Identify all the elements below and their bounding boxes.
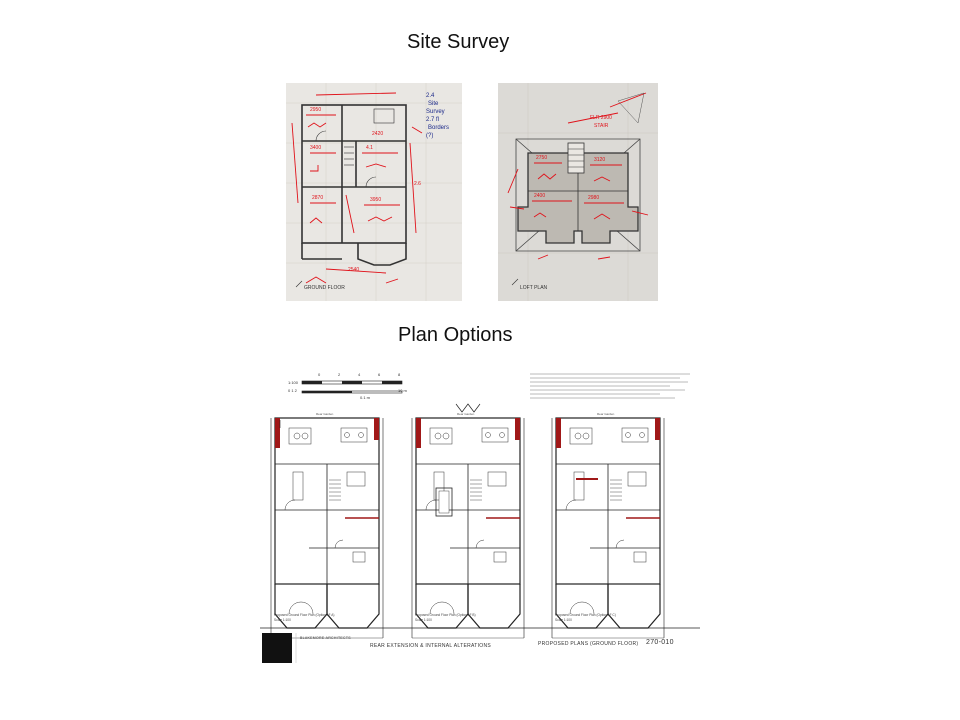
svg-text:Borders: Borders bbox=[428, 125, 450, 131]
svg-text:2950: 2950 bbox=[310, 107, 322, 113]
loft-plan-label: LOFT PLAN bbox=[520, 285, 548, 291]
svg-text:2.7 fl: 2.7 fl bbox=[426, 117, 440, 123]
scale-tick-label: 6 bbox=[378, 372, 381, 377]
plan-caption: Proposed Ground Floor Plan (Option 1F C) bbox=[555, 613, 616, 617]
svg-text:2980: 2980 bbox=[588, 195, 600, 201]
scale-ratio: 1:100 bbox=[288, 380, 299, 385]
scale-tick-label: 8 bbox=[398, 372, 401, 377]
svg-text:2400: 2400 bbox=[534, 193, 546, 199]
loft-plan-survey-photo bbox=[498, 83, 658, 301]
project-title: REAR EXTENSION & INTERNAL ALTERATIONS bbox=[370, 643, 492, 649]
proposed-plans-sheet bbox=[260, 368, 700, 664]
svg-text:3950: 3950 bbox=[370, 197, 382, 203]
plan-options-heading: Plan Options bbox=[398, 324, 513, 346]
firm-name: BLAKEMORE ARCHITECTS bbox=[300, 636, 351, 640]
svg-text:3120: 3120 bbox=[594, 157, 606, 163]
scale-end-small: 0.1 m bbox=[360, 395, 371, 400]
garden-label: Rear Garden bbox=[316, 412, 334, 416]
plan-caption: Proposed Ground Floor Plan (Option 1F B) bbox=[415, 613, 476, 617]
svg-text:Site: Site bbox=[428, 101, 439, 107]
scale-tick-label: 4 bbox=[358, 372, 361, 377]
plan-scale: Scale 1:100 bbox=[555, 618, 572, 622]
plan-caption: Proposed Ground Floor Plan (Option 1F A) bbox=[274, 613, 335, 617]
scale-tick-label: 2 bbox=[338, 372, 341, 377]
drawing-number: 270-010 bbox=[646, 639, 674, 646]
scale-ratio-small: 0 1 2 bbox=[288, 388, 297, 393]
garden-label: Rear Garden bbox=[457, 412, 475, 416]
svg-text:Survey: Survey bbox=[426, 109, 445, 115]
sheet-title: PROPOSED PLANS (GROUND FLOOR) bbox=[538, 641, 639, 647]
svg-text:2.4: 2.4 bbox=[426, 93, 435, 99]
scale-end-label: 10 m bbox=[398, 388, 407, 393]
site-survey-heading: Site Survey bbox=[407, 31, 510, 53]
plan-scale: Scale 1:100 bbox=[415, 618, 432, 622]
svg-text:STAIR: STAIR bbox=[594, 123, 609, 129]
svg-text:3400: 3400 bbox=[310, 145, 322, 151]
ground-floor-survey-photo bbox=[286, 83, 462, 301]
svg-text:FLR 2900: FLR 2900 bbox=[590, 115, 612, 121]
svg-text:2540: 2540 bbox=[348, 267, 360, 273]
svg-text:2750: 2750 bbox=[536, 155, 548, 161]
svg-text:2.6: 2.6 bbox=[414, 181, 421, 187]
ground-floor-label: GROUND FLOOR bbox=[304, 285, 345, 291]
svg-text:(?): (?) bbox=[426, 133, 434, 139]
plan-scale: Scale 1:100 bbox=[274, 618, 291, 622]
svg-text:4.1: 4.1 bbox=[366, 145, 373, 151]
svg-text:2870: 2870 bbox=[312, 195, 324, 201]
garden-label: Rear Garden bbox=[597, 412, 615, 416]
svg-text:2420: 2420 bbox=[372, 131, 384, 137]
scale-tick-label: 0 bbox=[318, 372, 321, 377]
